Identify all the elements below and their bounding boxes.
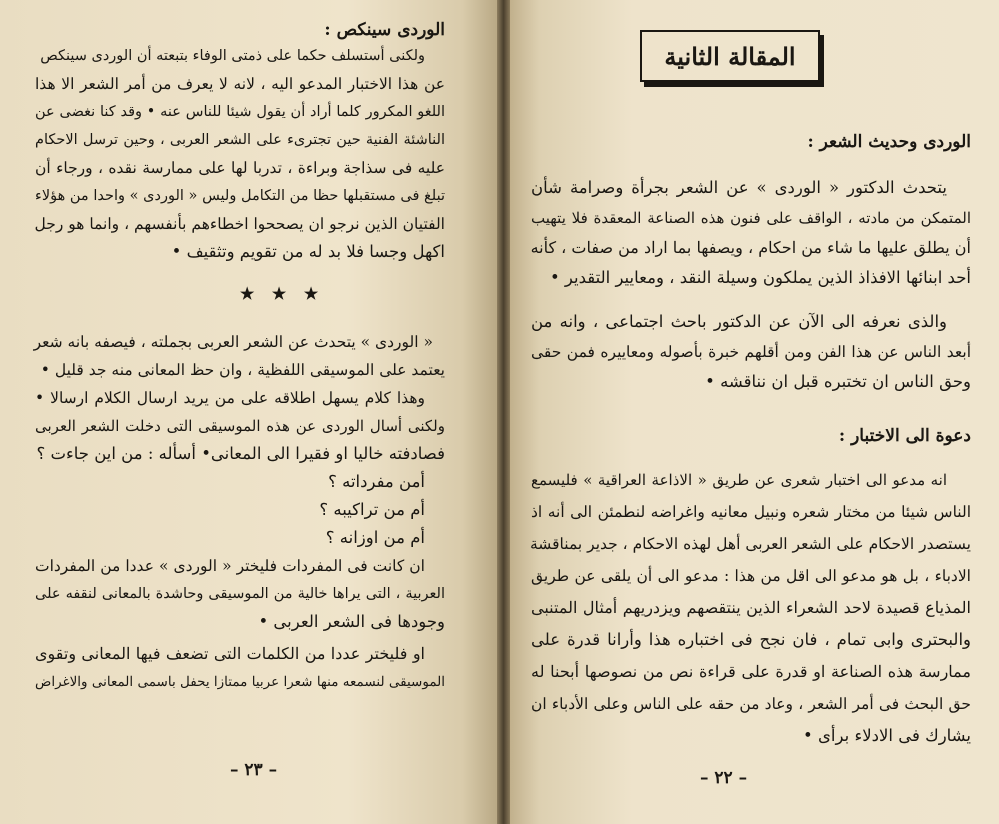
right-s2-line: والبحترى وابى تمام ، فان نجح فى اختباره هذا وأرانا قدرة على	[531, 630, 971, 649]
left-p3-line: العربية ، التى يراها خالية من الموسيقى وحاشدة بالمعانى لنقفه على	[35, 586, 445, 602]
right-page	[510, 0, 999, 824]
left-p2-line: « الوردى » يتحدث عن الشعر العربى بجملته ، فيصفه بانه شعر	[33, 333, 433, 351]
right-s1-line: أبعد الناس عن هذا الفن ومن أقلهم خبرة بأصوله ومعاييره فمن حقى	[531, 343, 971, 361]
page-number: – ٢٣ –	[230, 760, 278, 780]
left-p3-line: ان كانت فى المفردات فليختر « الوردى » عددا من المفردات	[35, 557, 425, 575]
left-p1-line: عليه فى سذاجة وبراءة ، تدربا لها على ممارسة نقده ، ورجاء أن	[35, 159, 445, 177]
left-p2-line: فصادفته خاليا او فقيرا الى المعانى• أسأله : من اين جاءت ؟	[36, 444, 445, 463]
page-number: – ٢٢ –	[700, 768, 748, 788]
right-s2-line: ممارسة هذه الصناعة او قدرة على قراءة نص من نصوصها أبحنا له	[531, 662, 971, 681]
right-s1-line: أحد ابنائها الافذاذ الذين يملكون وسيلة النقد ، ومعايير التقدير •	[549, 268, 971, 287]
left-p1-line: عن هذا الاختبار المدعو اليه ، لانه لا يعرف من أمر الشعر الا هذا	[35, 75, 445, 93]
right-s2-line: يشارك فى الادلاء برأى •	[803, 726, 971, 745]
article-title-box	[640, 30, 820, 82]
left-question: أم من تراكيبه ؟	[319, 500, 425, 519]
left-p3-line: وجودها فى الشعر العربى •	[258, 612, 445, 631]
left-p1-line: ولكنى أستسلف حكما على ذمتى الوفاء بتبعته أن الوردى سينكص	[40, 48, 425, 64]
left-p1-line: اكهل وجسا فلا بد له من تقويم وتثقيف •	[171, 242, 445, 261]
left-p2-line: ولكنى أسال الوردى عن هذه الموسيقى التى دخلت الشعر العربى	[35, 417, 445, 435]
left-p1-line: الفتيان الذين نرجو ان يصححوا اخطاءهم بأنفسهم ، وانما هو رجل	[34, 215, 445, 233]
book-gutter	[497, 0, 510, 824]
section-heading: الوردى وحديث الشعر :	[807, 132, 971, 152]
right-s1-line: والذى نعرفه الى الآن عن الدكتور باحث اجتماعى ، وانه من	[531, 312, 947, 331]
right-s2-line: الناس شيئا من مختار شعره ونبيل معانيه واغراضه لنطمئن الى أنه اذ	[531, 503, 971, 521]
right-s2-line: المذياع قصيدة لاحد الشعراء الذين ينتقصهم ويزدريهم أمثال المتنبى	[531, 598, 971, 617]
left-question: أم من اوزانه ؟	[325, 528, 425, 547]
left-p1-line: الناشئة الفنية حين تجترىء على الشعر العربى ، وحين ترسل الاحكام	[35, 132, 445, 148]
left-p3-line: او فليختر عددا من الكلمات التى تضعف فيها المعانى وتقوى	[35, 644, 425, 663]
right-s1-line: يتحدث الدكتور « الوردى » عن الشعر بجرأة وصرامة شأن	[531, 178, 947, 197]
left-page	[0, 0, 497, 824]
left-heading: الوردى سينكص :	[324, 20, 445, 40]
right-s2-line: انه مدعو الى اختبار شعرى عن طريق « الاذاعة العراقية » فليسمع	[531, 471, 947, 489]
left-p2-line: وهذا كلام يسهل اطلاقه على من يريد ارسال الكلام ارسالا •	[35, 389, 425, 407]
right-s2-line: حق البحث فى أمر الشعر ، وعاد من حقه على الناس وعلى الأدباء ان	[531, 695, 971, 713]
section-heading: دعوة الى الاختبار :	[838, 426, 971, 446]
right-s2-line: الادباء ، بل هو مدعو الى اقل من هذا : مدعو الى أن يلقى عن طريق	[531, 567, 971, 585]
left-p3-line: الموسيقى لنسمعه منها شعرا عربيا ممتازا يحفل باسمى المعانى والاغراض	[35, 674, 445, 690]
section-separator: ★ ★ ★	[240, 284, 325, 303]
left-p1-line: تبلغ فى مستقبلها حظا من التكامل وليس « الوردى » واحدا من هؤلاء	[35, 188, 445, 204]
right-s1-line: المتمكن من مادته ، الواقف على فنون هذه الصناعة المعقدة فلا يتهيب	[531, 209, 971, 227]
left-question: أمن مفرداته ؟	[328, 472, 425, 491]
left-p2-line: يعتمد على الموسيقى اللفظية ، وان حظ المعانى منه جد قليل •	[40, 361, 445, 379]
right-s1-line: أن يطلق عليها ما شاء من احكام ، ويصفها بما اراد من صفات ، كأنه	[530, 238, 971, 257]
right-s1-line: وحق الناس ان تختبره قبل ان نناقشه •	[705, 372, 971, 391]
left-p1-line: اللغو المكرور كلما أراد أن يقول شيئا للناس عنه • وقد كنا نغضى عن	[35, 104, 445, 120]
article-title: المقالة الثانية	[664, 41, 796, 71]
right-s2-line: يستصدر الاحكام على الشعر العربى أهل لهذه الاحكام ، جدير بمناقشة	[530, 535, 971, 553]
